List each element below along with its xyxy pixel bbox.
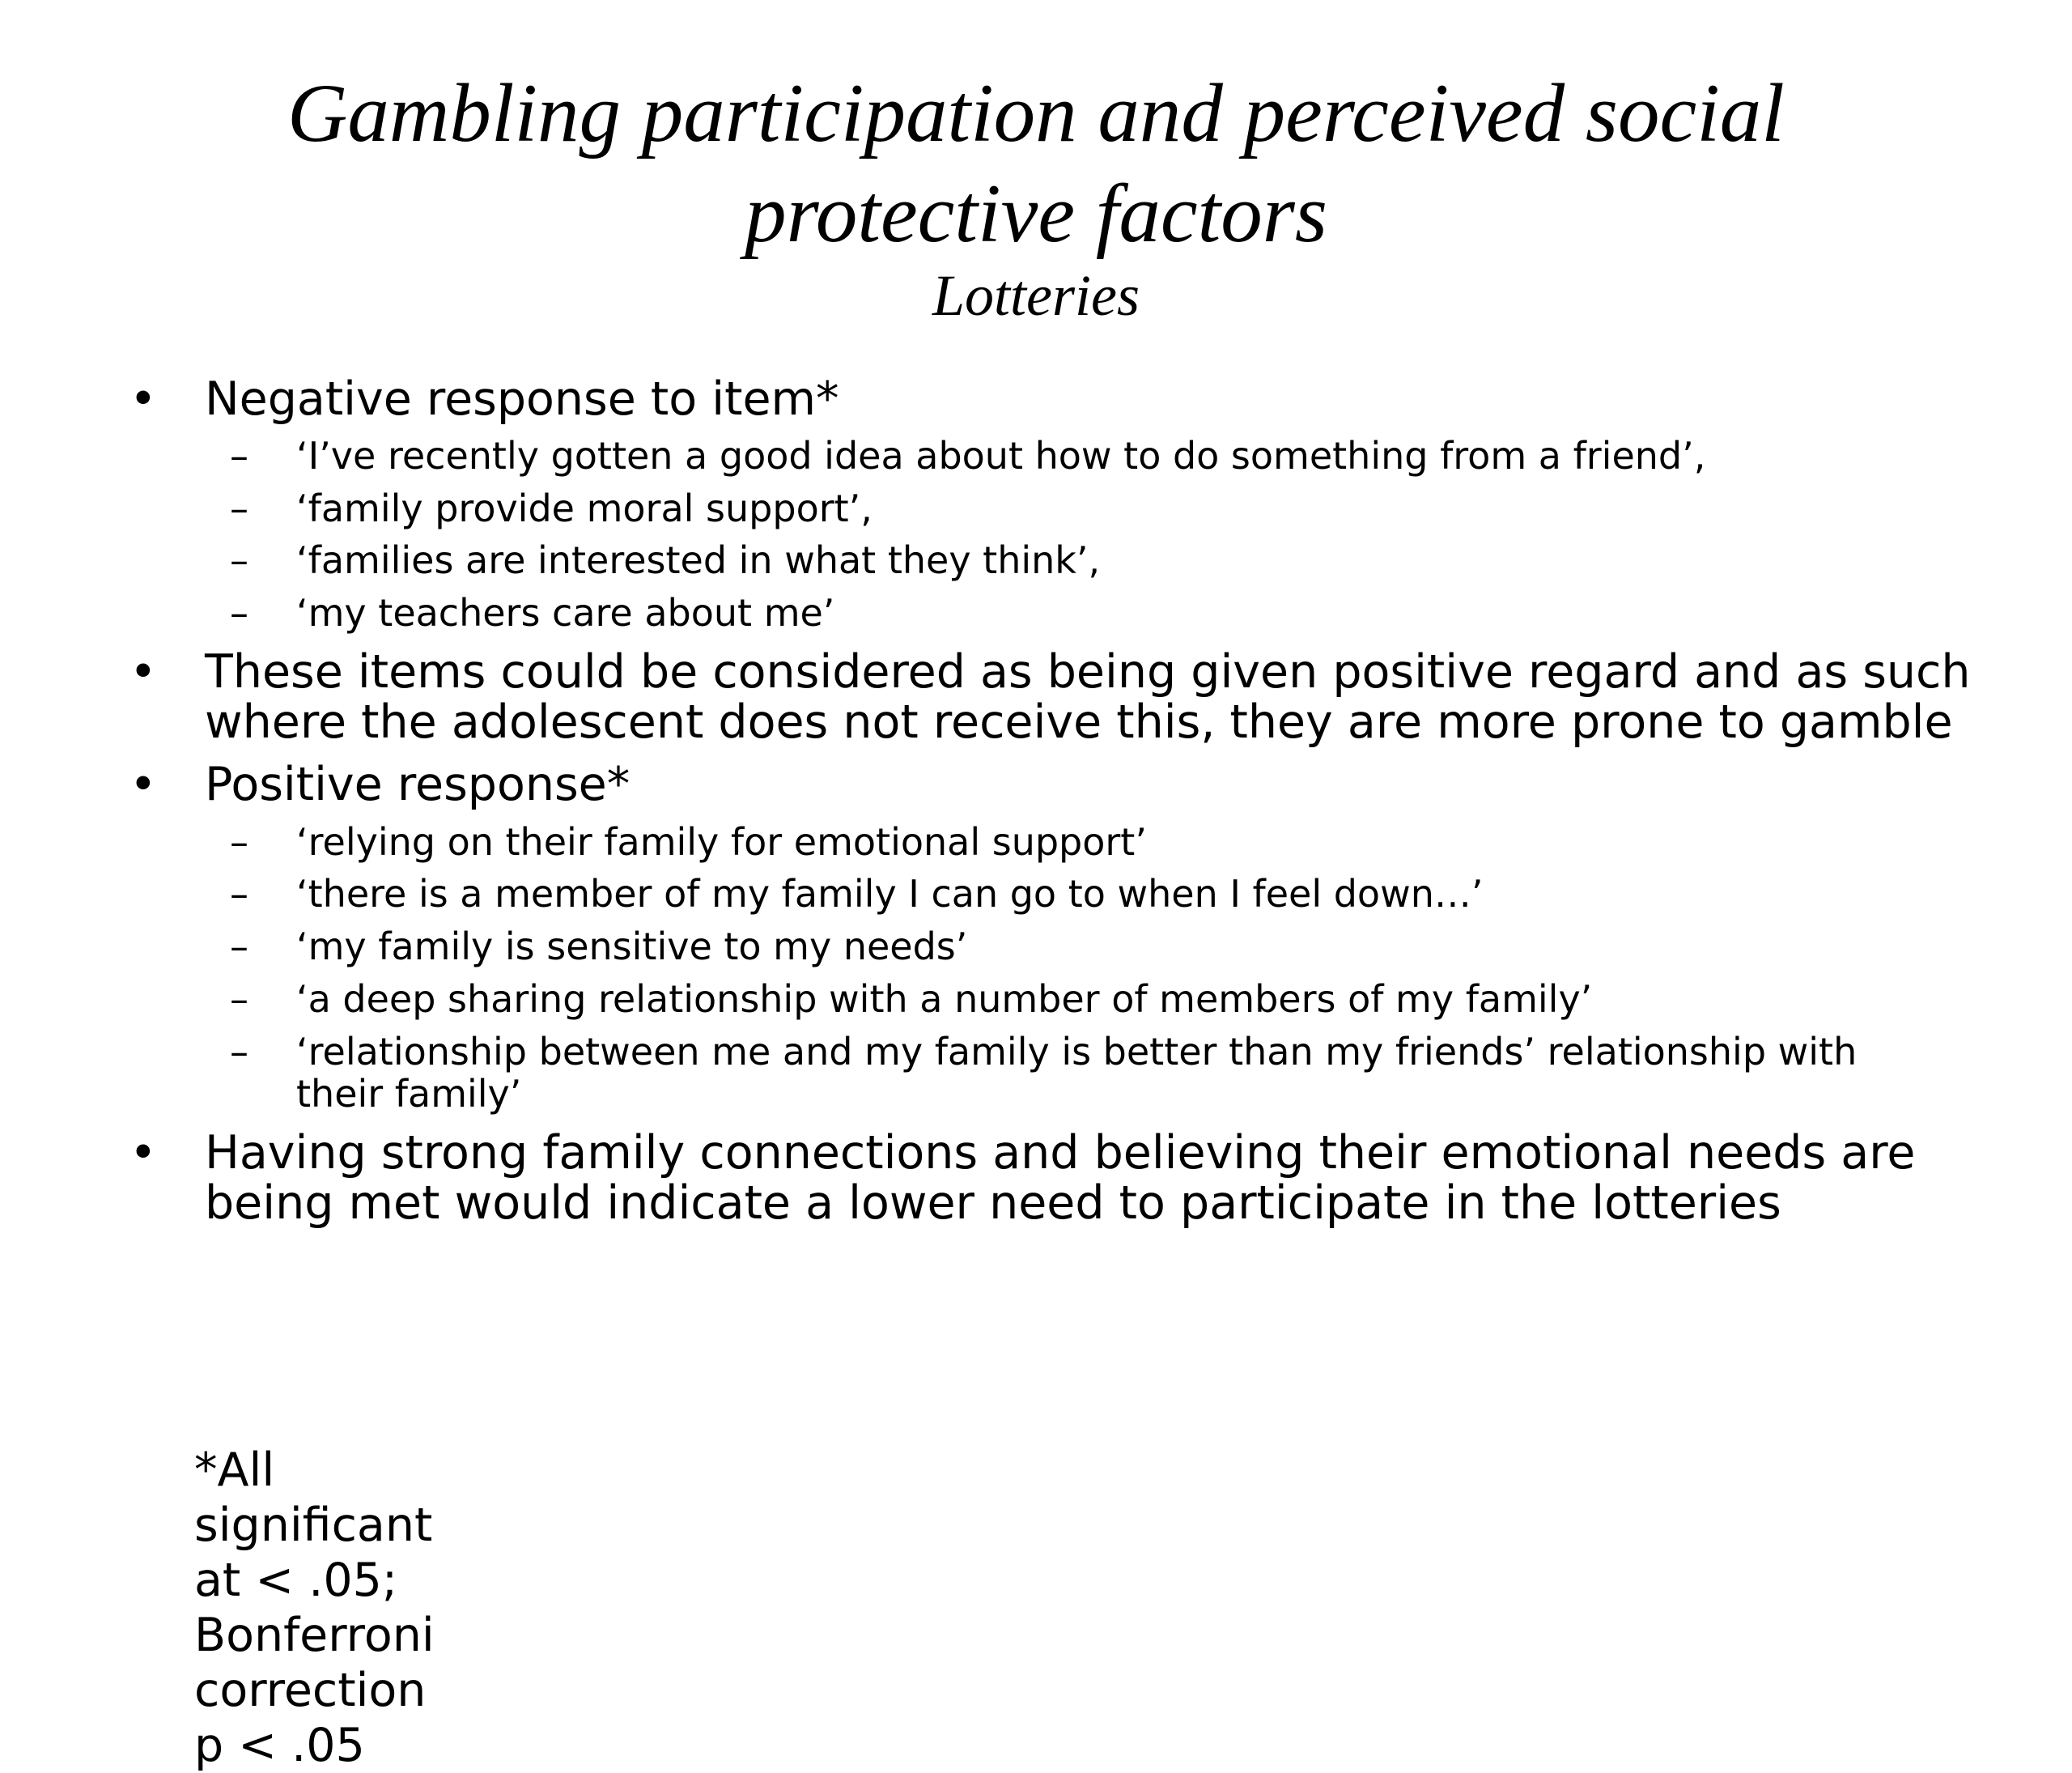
bullet-mark: • xyxy=(130,645,157,699)
negative-item-text: ‘my teachers care about me’ xyxy=(296,591,835,635)
dash-mark: – xyxy=(230,591,248,635)
dash-mark: – xyxy=(230,820,248,864)
negative-item-text: ‘I’ve recently gotten a good idea about how to do something from a friend’, xyxy=(296,434,1706,478)
slide-subtitle: Lotteries xyxy=(932,263,1140,328)
dash-mark: – xyxy=(230,977,248,1021)
dash-mark: – xyxy=(230,487,248,530)
positive-item xyxy=(230,977,1915,1021)
bullet-mark: • xyxy=(130,758,157,811)
bullet-mark: • xyxy=(130,1126,157,1180)
dash-mark: – xyxy=(230,1030,248,1074)
positive-item-text: ‘my family is sensitive to my needs’ xyxy=(296,925,968,968)
bullet-text: These items could be considered as being given positive regard and as such where the adolescent does not receive this, they are more prone to gamble xyxy=(205,645,1971,749)
positive-item-text: ‘relationship between me and my family is better than my friends’ relationship with their family’ xyxy=(296,1030,1858,1116)
dash-mark: – xyxy=(230,434,248,478)
footnote: *All significant at < .05; Bonferroni correction p < .05 xyxy=(194,1443,435,1772)
slide-title-line-2: protective factors xyxy=(745,168,1327,260)
bullet-positive-interpretation xyxy=(130,1126,2010,1230)
negative-item-text: ‘families are interested in what they think’, xyxy=(296,538,1101,582)
positive-item xyxy=(230,925,1915,968)
bullet-negative-response xyxy=(130,372,2010,426)
negative-item xyxy=(230,487,1915,530)
bullet-positive-response xyxy=(130,758,2010,811)
positive-item-text: ‘there is a member of my family I can go to when I feel down…’ xyxy=(296,872,1484,916)
bullet-text: Having strong family connections and believing their emotional needs are being met would indicate a lower need to participate in the lotteries xyxy=(205,1126,1916,1230)
dash-mark: – xyxy=(230,538,248,582)
bullet-text: Negative response to item* xyxy=(205,372,839,426)
negative-item xyxy=(230,591,1915,635)
dash-mark: – xyxy=(230,872,248,916)
positive-item-text: ‘relying on their family for emotional support’ xyxy=(296,820,1147,864)
negative-item-text: ‘family provide moral support’, xyxy=(296,487,873,530)
slide-title xyxy=(0,63,2072,264)
positive-item-text: ‘a deep sharing relationship with a number of members of my family’ xyxy=(296,977,1593,1021)
positive-item xyxy=(230,872,1915,916)
slide-title-line-1: Gambling participation and perceived social xyxy=(287,67,1785,159)
positive-item xyxy=(230,1030,1915,1116)
positive-item xyxy=(230,820,1915,864)
bullet-mark: • xyxy=(130,372,157,426)
dash-mark: – xyxy=(230,925,248,968)
negative-item xyxy=(230,434,1915,478)
bullet-text: Positive response* xyxy=(205,758,631,811)
negative-item xyxy=(230,538,1915,582)
bullet-negative-interpretation xyxy=(130,645,2010,749)
